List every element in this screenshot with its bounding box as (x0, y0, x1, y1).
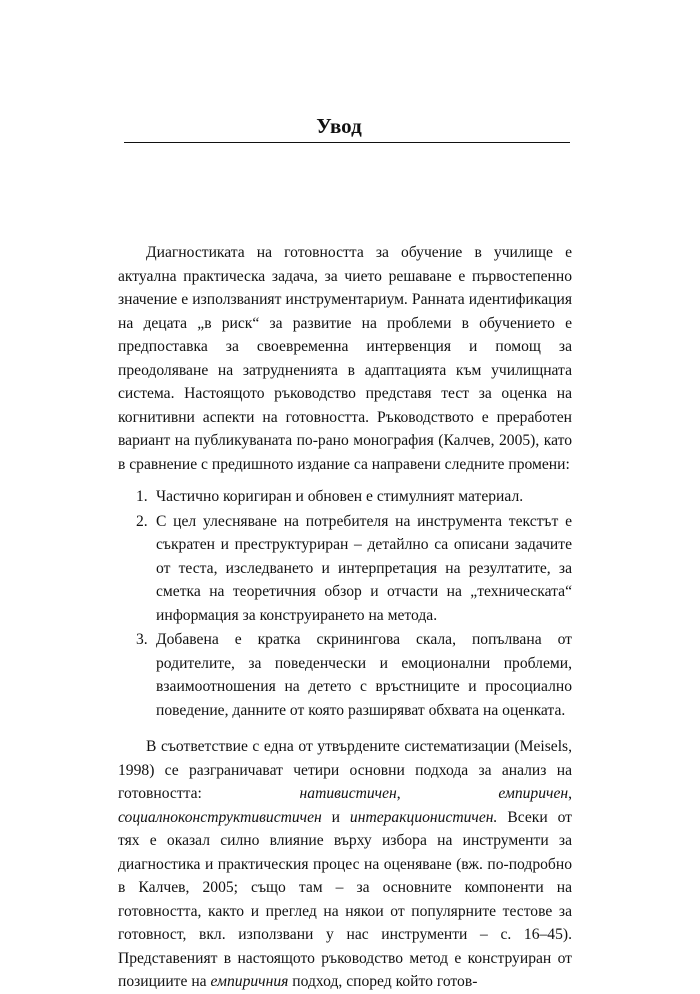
heading-rule (124, 142, 570, 143)
list-item (118, 510, 572, 628)
paragraph-approaches (118, 735, 572, 994)
text-run: В съответствие с една от утвърдените систематизации (Meisels, 1998) се разграничават четири основни подхода за анализ на готовността: (118, 738, 572, 802)
italic-term: емпиричен (498, 785, 569, 802)
changes-list (118, 485, 572, 722)
list-item-number: 1. (136, 488, 148, 505)
list-item-number: 3. (136, 631, 148, 648)
chapter-heading: Увод (316, 114, 362, 138)
list-item-text: Частично коригиран и обновен е стимулният материал. (156, 488, 524, 505)
text-run: Всеки от тях е оказал силно влияние върху избора на инструменти за диагностика и практическия процес на оценяване (вж. по-подробно в Калчев, 2005; също там – за основните компоненти на готовността, както и преглед на някои от популярните тестове за готовност, вкл. използвани у нас инструменти – с. 16–45). Представеният в настоящото ръководство метод е конструиран от позициите на (118, 808, 572, 990)
list-item (118, 628, 572, 722)
text-run: , (396, 785, 499, 802)
body-text (118, 241, 572, 994)
italic-term: социалноконструктивистичен (118, 808, 322, 826)
text-run: подход, според който готов- (288, 973, 478, 990)
italic-term: интеракционистичен. (349, 808, 498, 826)
italic-term: емпиричния (210, 973, 289, 990)
italic-term: нативистичен (299, 785, 397, 802)
text-run: , (568, 785, 573, 802)
paragraph-intro: Диагностиката на готовността за обучение в училище е актуална практическа задача, за чието решаване е първостепенно значение е използваният инструментариум. Ранната идентификация на децата „в риск“ за развитие на проблеми в обучението е предпоставка за своевременна интервенция и помощ за преодоляване на затрудненията в адаптацията към училищната система. Настоящото ръководство представя тест за оценка на когнитивни аспекти на готовността. Ръководството е преработен вариант на публикуваната по-рано монография (Калчев, 2005), като в сравнение с предишното издание са направени следните промени: (118, 244, 572, 473)
list-item-text: Добавена е кратка скринингова скала, попълвана от родителите, за поведенчески и емоционални проблеми, взаимоотношения на детето с връстниците и просоциално поведение, данните от която разширяват обхвата на оценката. (156, 631, 572, 719)
list-item-number: 2. (136, 512, 148, 530)
list-item-text: С цел улесняване на потребителя на инструмента текстът е съкратен и преструктуриран – детайлно са описани задачите от теста, изследването и интерпретация на резултатите, за сметка на теоретичния обзор и отчасти на „техническата“ информация за конструирането на метода. (156, 512, 572, 624)
list-item (118, 485, 572, 509)
text-run: и (321, 808, 350, 826)
